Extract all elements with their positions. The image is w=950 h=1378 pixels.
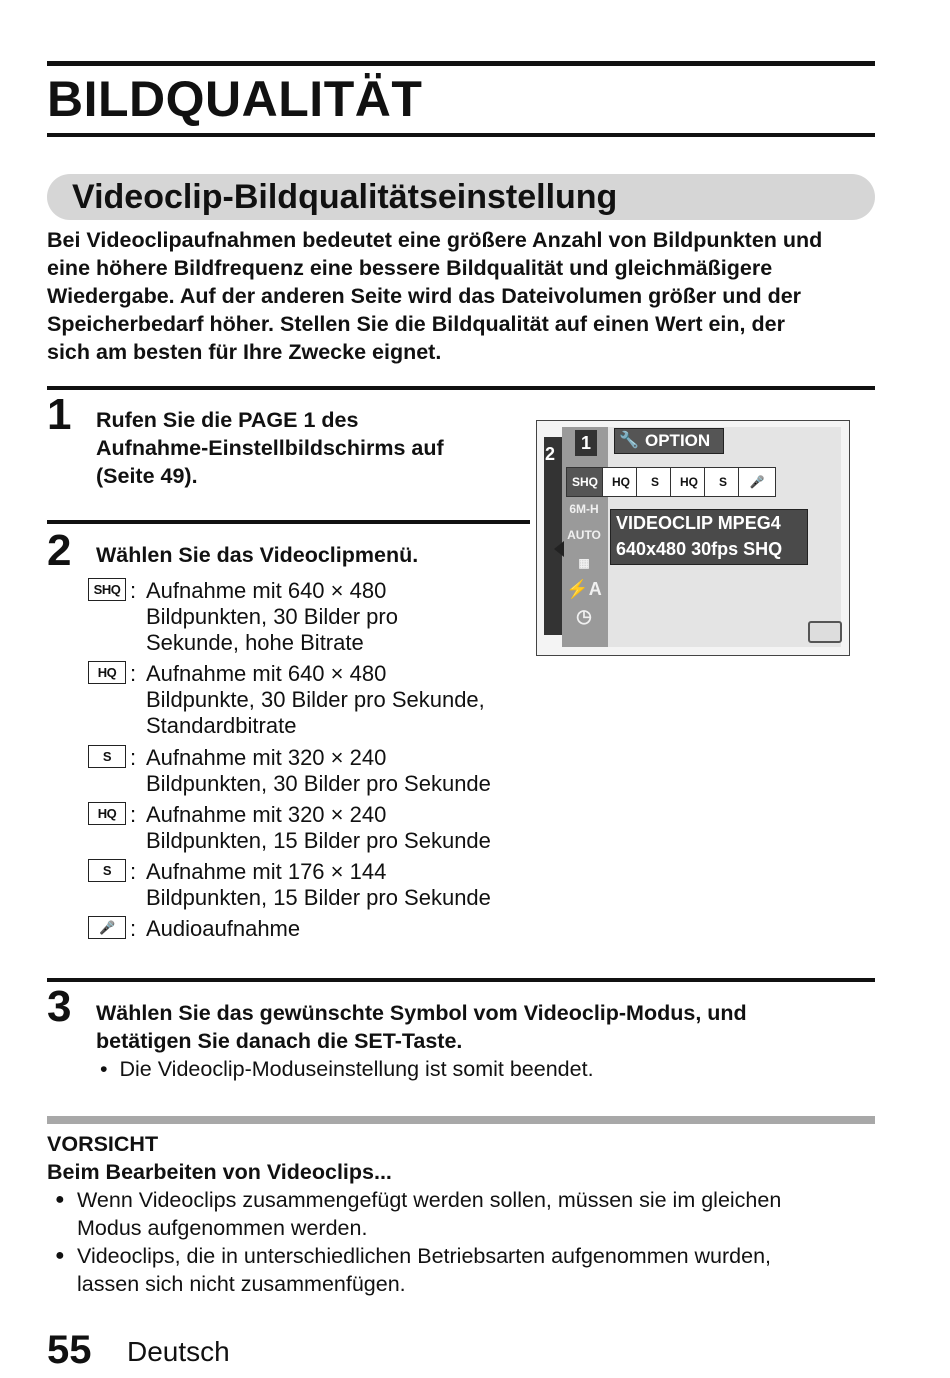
camera-side-icon: AUTO xyxy=(567,528,601,542)
mode-line: Aufnahme mit 176 × 144 xyxy=(146,859,387,884)
step3-text xyxy=(96,999,747,1055)
camera-top-icon: 🎤 xyxy=(738,467,776,497)
step1-line: Aufnahme-Einstellbildschirms auf xyxy=(96,436,444,460)
mode-description xyxy=(146,661,485,739)
camera-popup-line: VIDEOCLIP MPEG4 xyxy=(616,513,781,533)
step1-number: 1 xyxy=(47,390,72,439)
mode-colon: : xyxy=(130,916,137,941)
video-hq-icon: HQ xyxy=(88,661,126,684)
camera-popup-line: 640x480 30fps SHQ xyxy=(616,539,783,559)
step1-line: Rufen Sie die PAGE 1 des xyxy=(96,408,359,432)
web-hq-icon: HQ xyxy=(88,802,126,825)
mode-line: Bildpunkten, 30 Bilder pro xyxy=(146,604,398,629)
selection-arrow-icon xyxy=(554,541,564,557)
step2-text xyxy=(96,541,418,569)
footer-language: Deutsch xyxy=(127,1336,230,1367)
caution-bullet xyxy=(55,1186,885,1242)
mode-line: Bildpunkte, 30 Bilder pro Sekunde, xyxy=(146,687,485,712)
mode-line: Bildpunkten, 15 Bilder pro Sekunde xyxy=(146,828,491,853)
mode-description xyxy=(146,859,491,911)
step2-line: Wählen Sie das Videoclipmenü. xyxy=(96,543,419,567)
mode-line: Bildpunkten, 15 Bilder pro Sekunde xyxy=(146,885,491,910)
caution-subheading: Beim Bearbeiten von Videoclips... xyxy=(47,1160,392,1184)
step3-bullet-text: Die Videoclip-Moduseinstellung ist somit beendet. xyxy=(119,1057,594,1081)
mode-line: Aufnahme mit 320 × 240 xyxy=(146,745,387,770)
caution-rule xyxy=(47,1116,875,1124)
mode-item xyxy=(88,916,538,946)
step3-bullet xyxy=(100,1055,594,1083)
caution-bullet-text xyxy=(77,1186,781,1242)
mode-line: Aufnahme mit 640 × 480 xyxy=(146,661,387,686)
web-s-icon: S xyxy=(88,859,126,882)
camera-page2-tab xyxy=(544,437,562,635)
camera-page2-label: 2 xyxy=(545,444,556,464)
camera-page1-label: 1 xyxy=(575,430,597,456)
mode-description xyxy=(146,745,491,797)
mode-description xyxy=(146,916,300,942)
mode-colon: : xyxy=(130,859,137,884)
bullet-dot-icon: • xyxy=(100,1057,120,1081)
caution-line: lassen sich nicht zusammenfügen. xyxy=(77,1272,406,1296)
caution-bullet xyxy=(55,1242,885,1298)
camera-top-icon: HQ xyxy=(670,467,708,497)
mode-line: Aufnahme mit 640 × 480 xyxy=(146,578,387,603)
step3-number: 3 xyxy=(47,982,72,1031)
bullet-dot-icon: ● xyxy=(55,1191,65,1208)
camera-top-icon: S xyxy=(704,467,742,497)
mode-line: Aufnahme mit 320 × 240 xyxy=(146,802,387,827)
page-title: BILDQUALITÄT xyxy=(47,71,423,127)
step3-line: betätigen Sie danach die SET-Taste. xyxy=(96,1029,463,1053)
battery-icon xyxy=(808,621,842,643)
camera-info-popup xyxy=(610,509,808,565)
mode-colon: : xyxy=(130,802,137,827)
caution-line: Wenn Videoclips zusammengefügt werden sollen, müssen sie im gleichen xyxy=(77,1188,782,1212)
camera-side-icon: ◷ xyxy=(576,606,592,626)
mode-line: Audioaufnahme xyxy=(146,916,301,941)
step3-line: Wählen Sie das gewünschte Symbol vom Videoclip-Modus, und xyxy=(96,1001,747,1025)
mode-item xyxy=(88,802,538,857)
section-subtitle: Videoclip-Bildqualitätseinstellung xyxy=(72,178,618,216)
step1-text xyxy=(96,406,444,490)
microphone-icon: 🎤 xyxy=(88,916,126,939)
title-top-rule xyxy=(47,61,875,66)
mode-item xyxy=(88,859,538,914)
intro-line: sich am besten für Ihre Zwecke eignet. xyxy=(47,340,442,364)
intro-line: Bei Videoclipaufnahmen bedeutet eine größere Anzahl von Bildpunkten und xyxy=(47,228,823,252)
camera-top-icon: SHQ xyxy=(566,467,604,497)
mode-colon: : xyxy=(130,578,137,603)
mode-colon: : xyxy=(130,745,137,770)
mode-colon: : xyxy=(130,661,137,686)
video-s-icon: S xyxy=(88,745,126,768)
camera-top-icon: S xyxy=(636,467,674,497)
intro-paragraph xyxy=(47,226,882,366)
caution-line: Videoclips, die in unterschiedlichen Betriebsarten aufgenommen wurden, xyxy=(77,1244,771,1268)
wrench-icon: 🔧 xyxy=(619,432,639,449)
intro-line: Speicherbedarf höher. Stellen Sie die Bildqualität auf einen Wert ein, der xyxy=(47,312,785,336)
mode-line: Sekunde, hohe Bitrate xyxy=(146,630,364,655)
camera-top-icon: HQ xyxy=(602,467,640,497)
mode-item xyxy=(88,745,538,800)
step1-rule xyxy=(47,386,875,390)
mode-item xyxy=(88,578,538,658)
caution-heading: VORSICHT xyxy=(47,1132,159,1156)
step2-number: 2 xyxy=(47,526,72,575)
page-number: 55 xyxy=(47,1328,92,1372)
step2-rule xyxy=(47,520,530,524)
step1-line: (Seite 49). xyxy=(96,464,198,488)
mode-item xyxy=(88,661,538,741)
camera-side-icon: 6M-H xyxy=(569,502,599,516)
caution-bullet-text xyxy=(77,1242,771,1298)
title-bottom-rule xyxy=(47,133,875,137)
step3-rule xyxy=(47,978,875,982)
video-shq-icon: SHQ xyxy=(88,578,126,601)
mode-description xyxy=(146,802,491,854)
mode-description xyxy=(146,578,398,656)
camera-side-icon: ⚡A xyxy=(566,579,602,599)
camera-option-header xyxy=(614,428,724,454)
bullet-dot-icon: ● xyxy=(55,1247,65,1264)
mode-line: Bildpunkten, 30 Bilder pro Sekunde xyxy=(146,771,491,796)
intro-line: Wiedergabe. Auf der anderen Seite wird das Dateivolumen größer und der xyxy=(47,284,802,308)
intro-line: eine höhere Bildfrequenz eine bessere Bildqualität und gleichmäßigere xyxy=(47,256,773,280)
mode-line: Standardbitrate xyxy=(146,713,297,738)
caution-line: Modus aufgenommen werden. xyxy=(77,1216,368,1240)
camera-option-label: OPTION xyxy=(645,431,711,450)
camera-side-icon: ▦ xyxy=(578,556,590,570)
